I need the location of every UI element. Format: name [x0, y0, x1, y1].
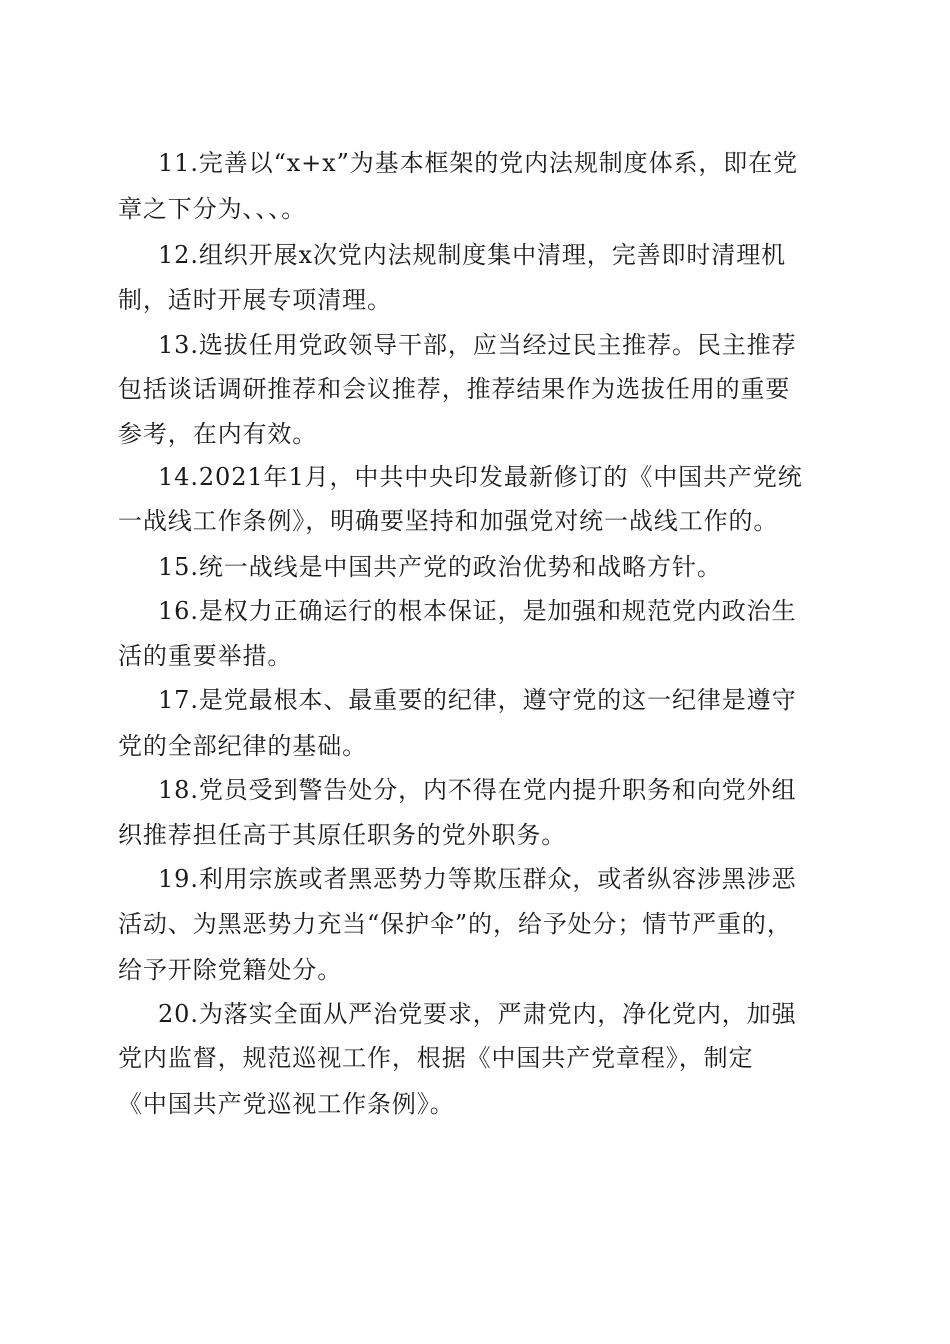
item-11-line-1: 11.完善以“x+x”为基本框架的党内法规制度体系，即在党: [158, 149, 798, 177]
item-19-line-1: 19.利用宗族或者黑恶势力等欺压群众，或者纵容涉黑涉恶: [158, 865, 797, 893]
item-13-line-1: 13.选拔任用党政领导干部，应当经过民主推荐。民主推荐: [158, 331, 797, 359]
item-18-line-2: 织推荐担任高于其原任职务的党外职务。: [118, 821, 567, 849]
item-18-line-1: 18.党员受到警告处分，内不得在党内提升职务和向党外组: [158, 776, 797, 804]
item-12-line-2: 制，适时开展专项清理。: [118, 286, 392, 314]
item-17-line-2: 党的全部纪律的基础。: [118, 732, 367, 760]
item-17-line-1: 17.是党最根本、最重要的纪律，遵守党的这一纪律是遵守: [158, 686, 797, 714]
item-14-line-2: 一战线工作条例》，明确要坚持和加强党对统一战线工作的。: [118, 507, 779, 535]
item-13-line-3: 参考，在内有效。: [118, 420, 318, 448]
item-13-line-2: 包括谈话调研推荐和会议推荐，推荐结果作为选拔任用的重要: [118, 375, 791, 403]
item-19-line-2: 活动、为黑恶势力充当“保护伞”的，给予处分；情节严重的，: [118, 910, 792, 938]
item-16-line-2: 活的重要举措。: [118, 642, 293, 670]
item-12-line-1: 12.组织开展x次党内法规制度集中清理，完善即时清理机: [158, 241, 787, 269]
item-14-line-1: 14.2021年1月，中共中央印发最新修订的《中国共产党统: [158, 463, 803, 491]
item-11-line-2: 章之下分为、、、。: [118, 195, 307, 223]
item-20-line-3: 《中国共产党巡视工作条例》。: [118, 1090, 455, 1118]
item-20-line-1: 20.为落实全面从严治党要求，严肃党内，净化党内，加强: [158, 1000, 797, 1028]
item-19-line-3: 给予开除党籍处分。: [118, 956, 343, 984]
item-15-line-1: 15.统一战线是中国共产党的政治优势和战略方针。: [158, 553, 722, 581]
item-20-line-2: 党内监督，规范巡视工作，根据《中国共产党章程》，制定: [118, 1044, 754, 1072]
item-16-line-1: 16.是权力正确运行的根本保证，是加强和规范党内政治生: [158, 597, 797, 625]
